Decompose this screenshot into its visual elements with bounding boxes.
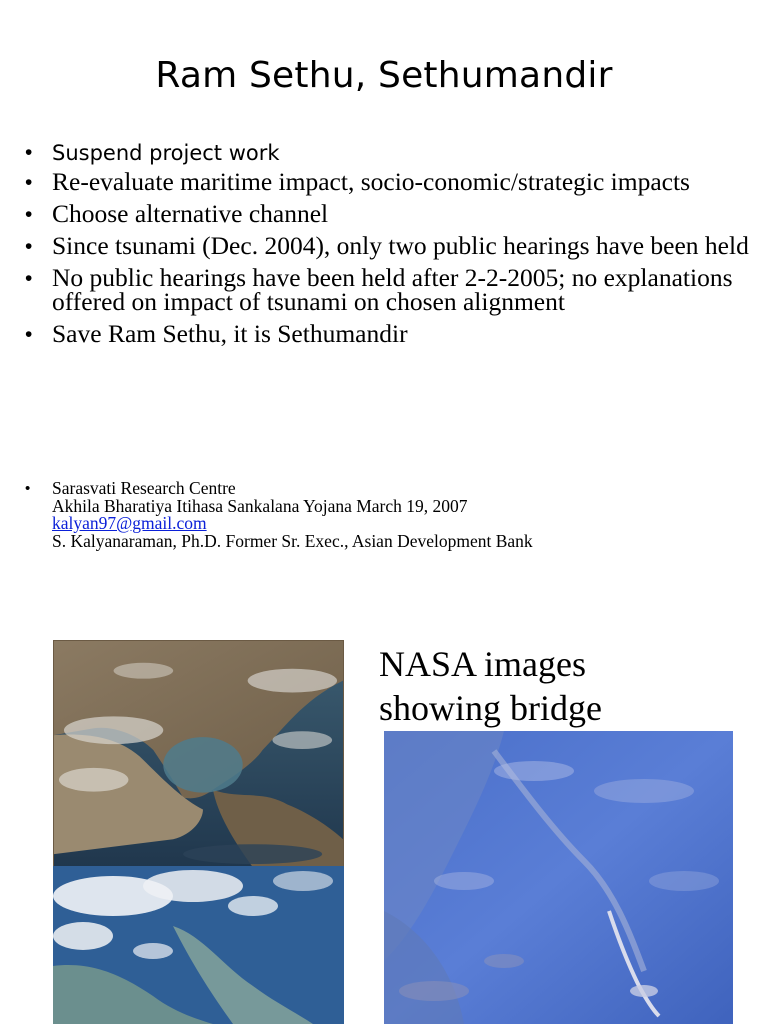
credit-organization: Sarasvati Research Centre [52, 478, 236, 498]
bullet-dot-icon: • [25, 171, 33, 194]
bullet-dot-icon: • [25, 480, 31, 497]
bullet-list [25, 140, 755, 354]
bullet-dot-icon: • [25, 323, 33, 346]
bullet-item [25, 319, 755, 348]
bullet-text: Save Ram Sethu, it is Sethumandir [52, 319, 408, 348]
satellite-image-gulf-of-mannar [53, 640, 344, 868]
bullet-text: Suspend project work [52, 141, 280, 165]
nasa-image-adams-bridge [384, 731, 733, 1024]
bullet-item [25, 263, 755, 316]
page-title: Ram Sethu, Sethumandir [155, 55, 613, 96]
bullet-dot-icon: • [25, 203, 33, 226]
bullet-text: Re-evaluate maritime impact, socio-conomic/strategic impacts [52, 167, 690, 196]
credits-block [25, 480, 768, 550]
bullet-text: No public hearings have been held after 2-2-2005; no explanations offered on impact of tsunami on chosen alignment [52, 263, 733, 316]
bullet-dot-icon: • [25, 267, 33, 290]
bullet-item [25, 167, 755, 196]
credit-author: S. Kalyanaraman, Ph.D. Former Sr. Exec., Asian Development Bank [52, 530, 533, 551]
nasa-caption: NASA images showing bridge [379, 644, 602, 728]
satellite-image-cloud-cover [53, 866, 344, 1024]
bullet-item [25, 199, 755, 228]
bullet-item [25, 140, 755, 166]
bullet-dot-icon: • [25, 235, 33, 258]
bullet-text: Choose alternative channel [52, 199, 329, 228]
bullet-dot-icon: • [25, 141, 33, 164]
credit-event: Akhila Bharatiya Itihasa Sankalana Yojana March 19, 2007 [52, 495, 468, 516]
bullet-text: Since tsunami (Dec. 2004), only two public hearings have been held [52, 231, 749, 260]
email-link[interactable]: kalyan97@gmail.com [52, 513, 207, 533]
bullet-item [25, 231, 755, 260]
